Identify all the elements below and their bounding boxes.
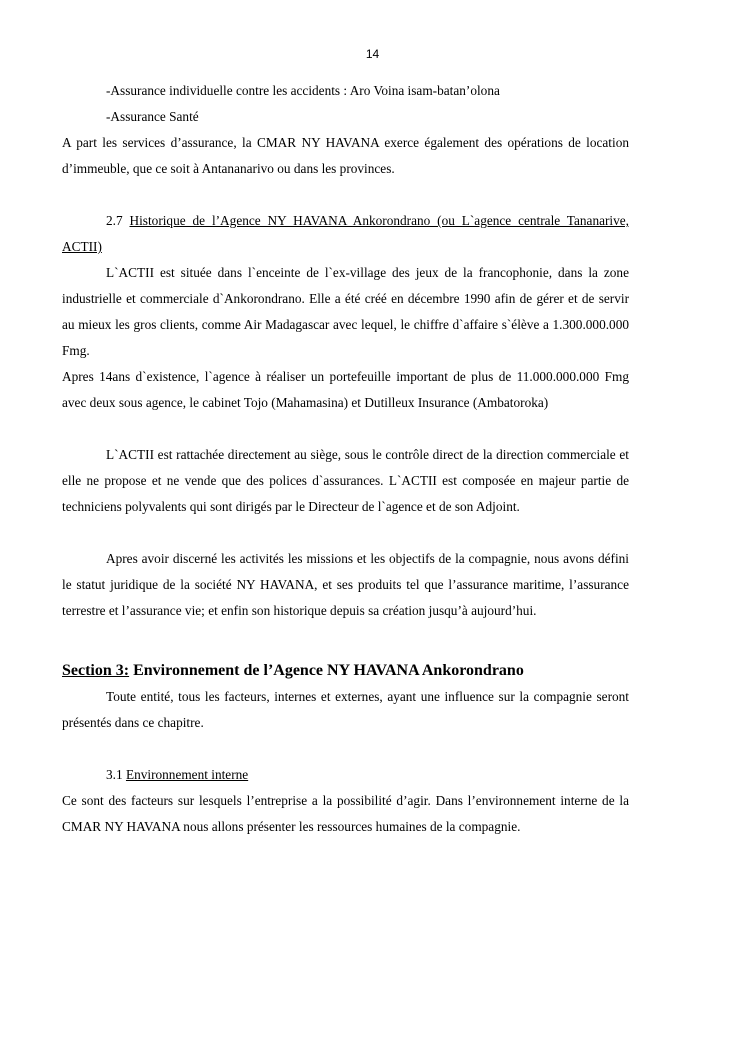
- spacer: [62, 182, 629, 208]
- section-heading: [62, 658, 629, 684]
- paragraph-summary: Apres avoir discerné les activités les missions et les objectifs de la compagnie, nous avons défini le statut juridique de la société NY HAVANA, et ses produits tel que l’assurance maritime, l’assurance terrestre et l’assurance vie; et enfin son historique depuis sa création jusqu’à aujourd’hui.: [62, 551, 629, 618]
- subsection-title: Historique de l’Agence NY HAVANA Ankorondrano (ou L`agence centrale Tananarive, ACTII): [62, 213, 629, 254]
- subsection-heading-2-7: [62, 208, 629, 260]
- subsection-title: Environnement interne: [125, 767, 249, 782]
- paragraph-rental-services: A part les services d’assurance, la CMAR NY HAVANA exerce également des opérations de location d’immeuble, que ce soit à Antananarivo ou dans les provinces.: [62, 135, 629, 176]
- subsection-number: 2.7: [106, 213, 130, 228]
- spacer: [62, 736, 629, 762]
- subsection-number: 3.1: [106, 767, 126, 782]
- spacer: [62, 624, 629, 650]
- page-body: [62, 78, 629, 840]
- paragraph-internal-environment: Ce sont des facteurs sur lesquels l’entreprise a la possibilité d’agir. Dans l’environnement interne de la CMAR NY HAVANA nous allons présenter les ressources humaines de la compagnie.: [62, 793, 629, 834]
- subsection-heading-3-1: [62, 762, 629, 788]
- section-label: Section 3:: [62, 662, 130, 679]
- page-number: 14: [365, 47, 380, 61]
- paragraph-section-intro: Toute entité, tous les facteurs, internes et externes, ayant une influence sur la compagnie seront présentés dans ce chapitre.: [62, 689, 629, 730]
- list-item-accident-insurance: -Assurance individuelle contre les accidents : Aro Voina isam-batan’olona: [106, 83, 500, 98]
- spacer: [62, 416, 629, 442]
- paragraph-actii-portfolio: Apres 14ans d`existence, l`agence à réaliser un portefeuille important de plus de 11.000.000.000 Fmg avec deux sous agence, le cabinet Tojo (Mahamasina) et Dutilleux Insurance (Ambatoroka): [62, 369, 629, 410]
- paragraph-actii-location: L`ACTII est située dans l`enceinte de l`ex-village des jeux de la francophonie, dans la zone industrielle et commerciale d`Ankorondrano. Elle a été créé en décembre 1990 afin de gérer et de servir au mieux les gros clients, comme Air Madagascar avec lequel, le chiffre d`affaire s`élève a 1.300.000.000 Fmg.: [62, 265, 629, 358]
- section-title: Environnement de l’Agence NY HAVANA Ankorondrano: [129, 662, 524, 679]
- paragraph-actii-structure: L`ACTII est rattachée directement au siège, sous le contrôle direct de la direction commerciale et elle ne propose et ne vende que des polices d`assurances. L`ACTII est composée en majeur partie de techniciens polyvalents qui sont dirigés par le Directeur de l`agence et de son Adjoint.: [62, 447, 629, 514]
- spacer: [62, 520, 629, 546]
- list-item-health-insurance: -Assurance Santé: [106, 109, 199, 124]
